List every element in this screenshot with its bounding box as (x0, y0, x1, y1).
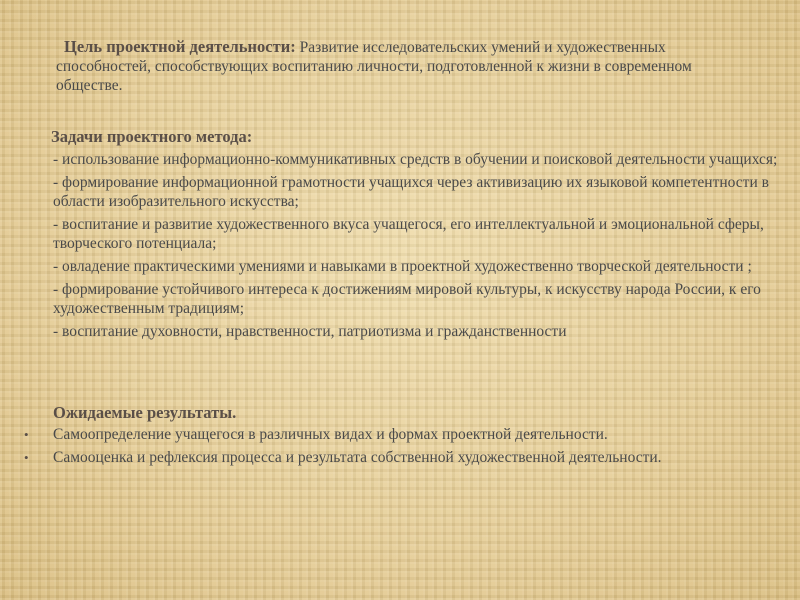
goal-heading: Цель проектной деятельности: (64, 37, 296, 56)
task-item: - воспитание и развитие художественного вкуса учащегося, его интеллектуальной и эмоциональной сферы, творческого потенциала; (53, 216, 764, 252)
result-text: Самоопределение учащегося в различных видах и формах проектной деятельности. (53, 426, 608, 443)
result-text: Самооценка и рефлексия процесса и результата собственной художественной деятельности. (53, 449, 662, 466)
task-item: - использование информационно-коммуникативных средств в обучении и поисковой деятельности учащихся; (53, 151, 778, 168)
result-item (24, 425, 774, 444)
results-list (24, 425, 774, 471)
task-item: - формирование информационной грамотности учащихся через активизацию их языковой компетентности в области изобразительного искусства; (53, 174, 769, 210)
tasks-heading: Задачи проектного метода: (51, 127, 253, 146)
task-item: - воспитание духовности, нравственности, патриотизма и гражданственности (53, 323, 567, 340)
bullet-icon: • (24, 427, 29, 442)
task-item: - формирование устойчивого интереса к достижениям мировой культуры, к искусству народа России, к его художественным традициям; (53, 281, 761, 317)
bullet-icon: • (24, 450, 29, 465)
task-item: - овладение практическими умениями и навыками в проектной художественно творческой деятельности ; (53, 258, 752, 275)
result-item (24, 448, 774, 467)
tasks-list (53, 150, 783, 345)
results-heading: Ожидаемые результаты. (53, 403, 237, 422)
goal-paragraph (56, 37, 756, 95)
goal-text: Развитие исследовательских умений и художественных способностей, способствующих воспитанию личности, подготовленной к жизни в современном обществе. (56, 39, 692, 94)
